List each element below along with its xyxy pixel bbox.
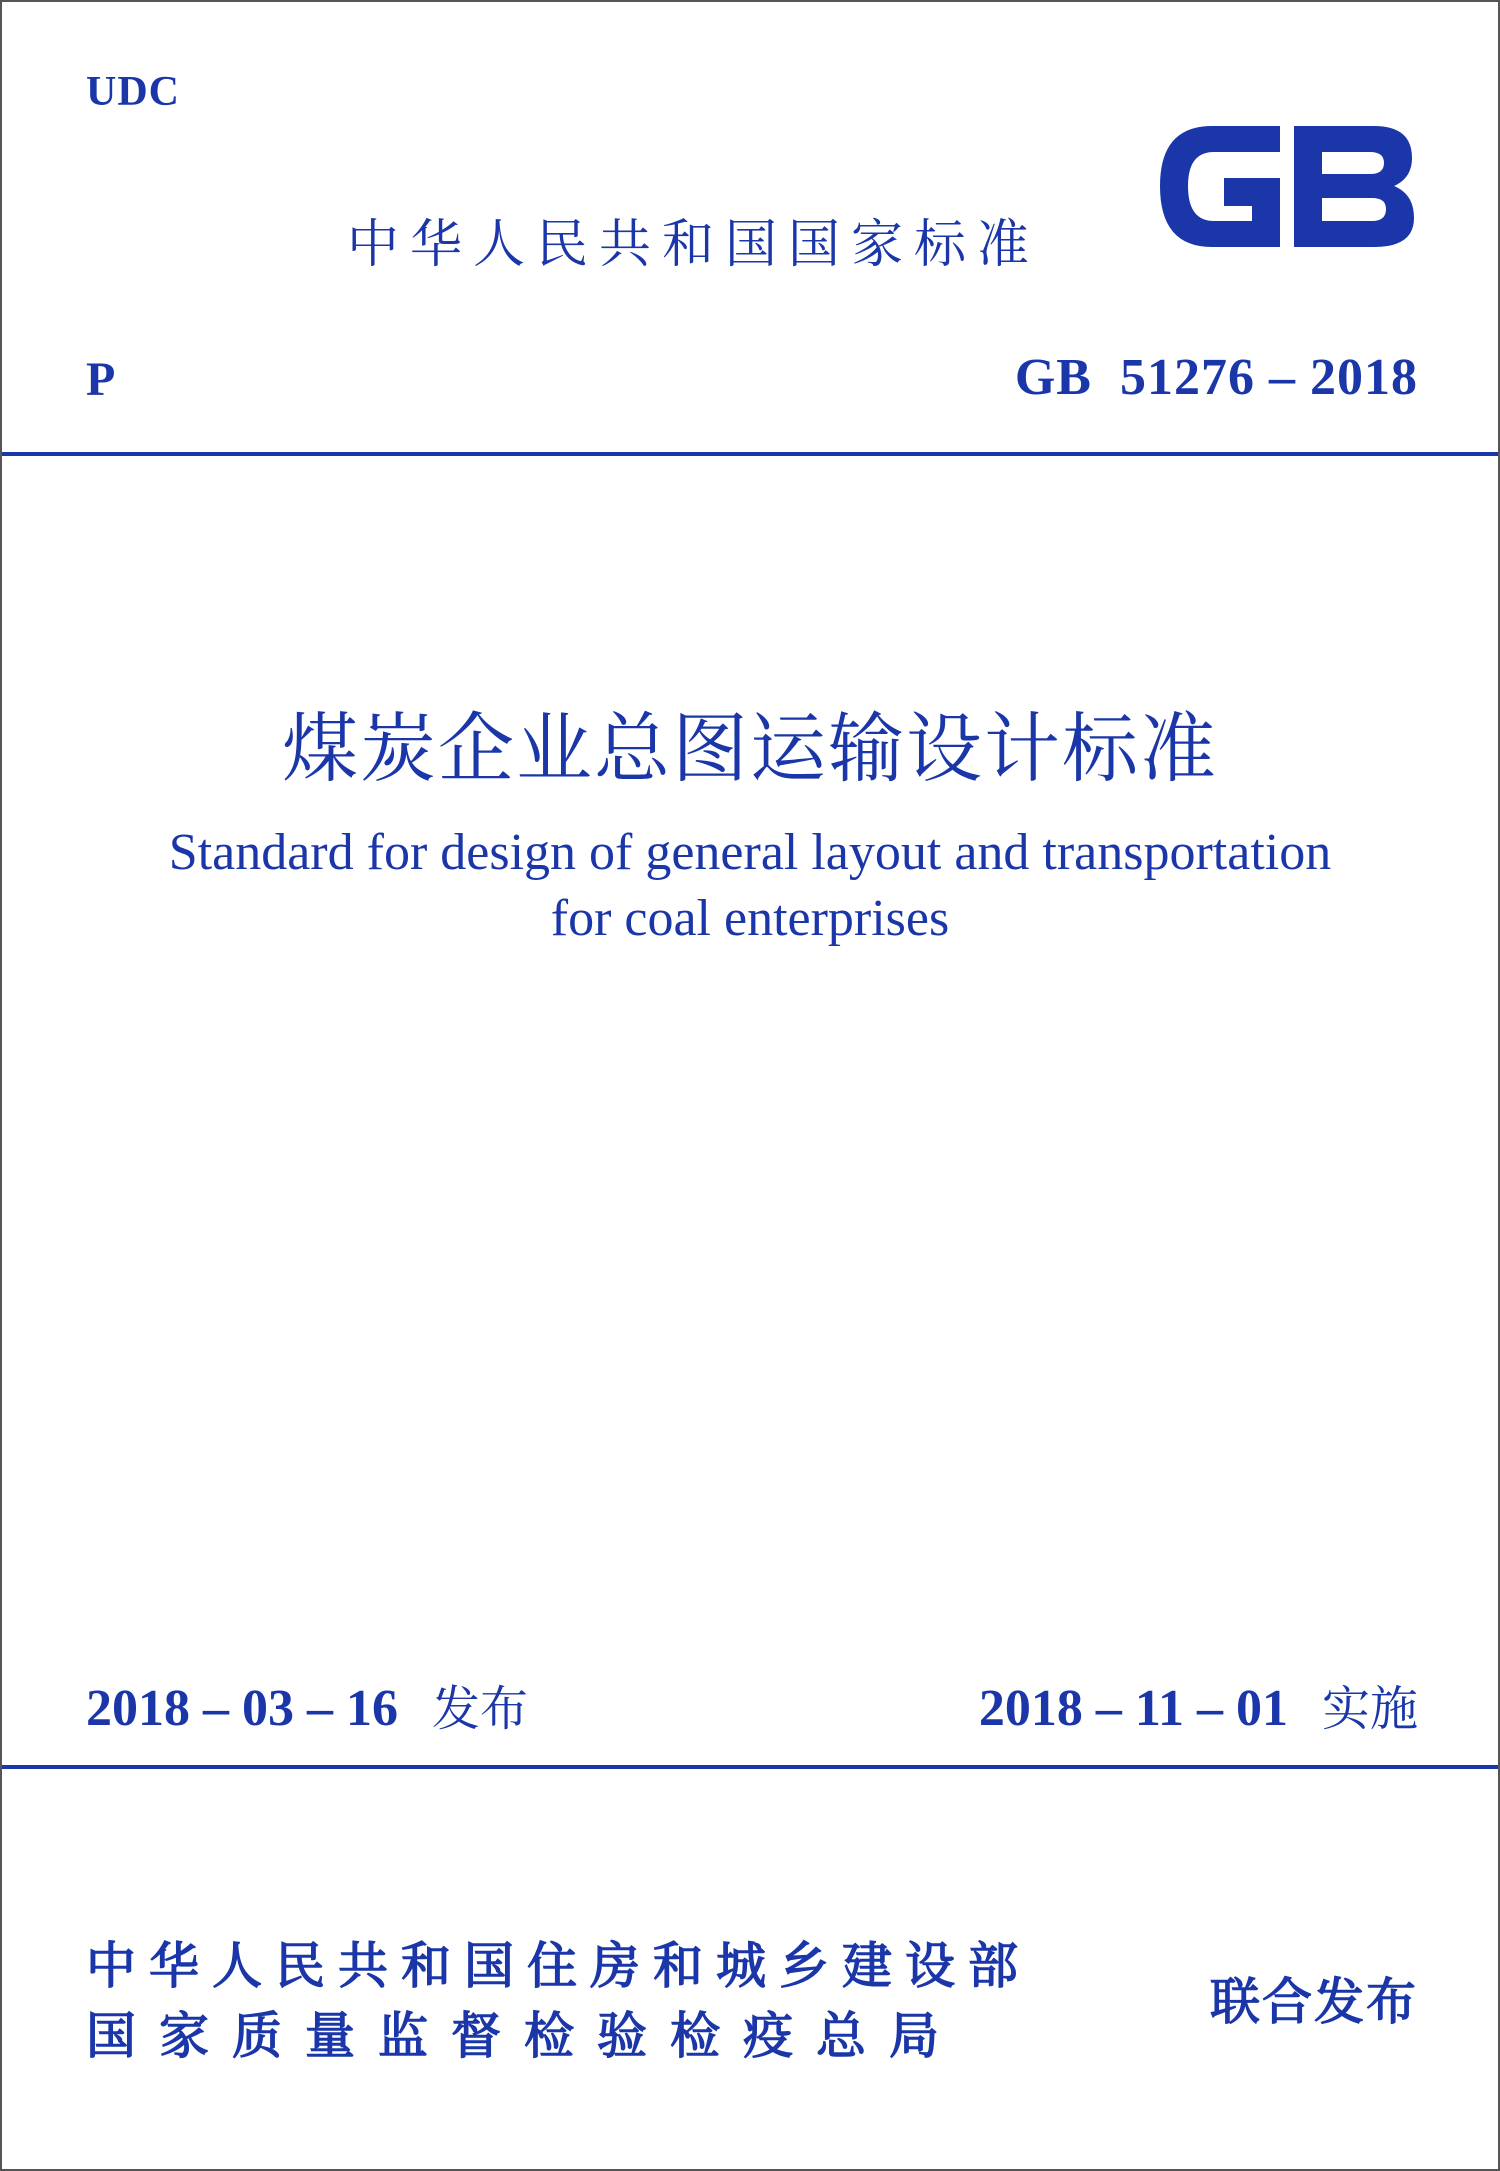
implementation-date: 2018 – 11 – 01 <box>978 1680 1288 1737</box>
national-standard-heading: 中华人民共和国国家标准 <box>347 215 1041 275</box>
udc-label: UDC <box>86 69 180 115</box>
title-english <box>2 820 1498 952</box>
bottom-divider <box>2 1765 1498 1769</box>
issue-date-block <box>86 1670 528 1739</box>
joint-issue-label: 联合发布 <box>1210 1973 1418 2031</box>
top-divider <box>2 452 1498 456</box>
gb-logo-icon <box>1152 114 1422 259</box>
title-english-line2: for coal enterprises <box>550 890 950 947</box>
implementation-label: 实施 <box>1321 1681 1418 1737</box>
title-chinese: 煤炭企业总图运输设计标准 <box>282 704 1218 793</box>
classification-code: P <box>86 353 116 406</box>
standard-number: GB 51276 – 2018 <box>1014 349 1418 406</box>
issuer-aqsiq: 国家质量监督检验检疫总局 <box>86 2007 962 2065</box>
implementation-date-block <box>979 1670 1418 1739</box>
issue-date: 2018 – 03 – 16 <box>86 1680 398 1737</box>
issuer-ministry: 中华人民共和国住房和城乡建设部 <box>86 1937 1031 1995</box>
issue-label: 发布 <box>432 1681 529 1737</box>
title-english-line1: Standard for design of general layout and transportation <box>168 824 1332 881</box>
